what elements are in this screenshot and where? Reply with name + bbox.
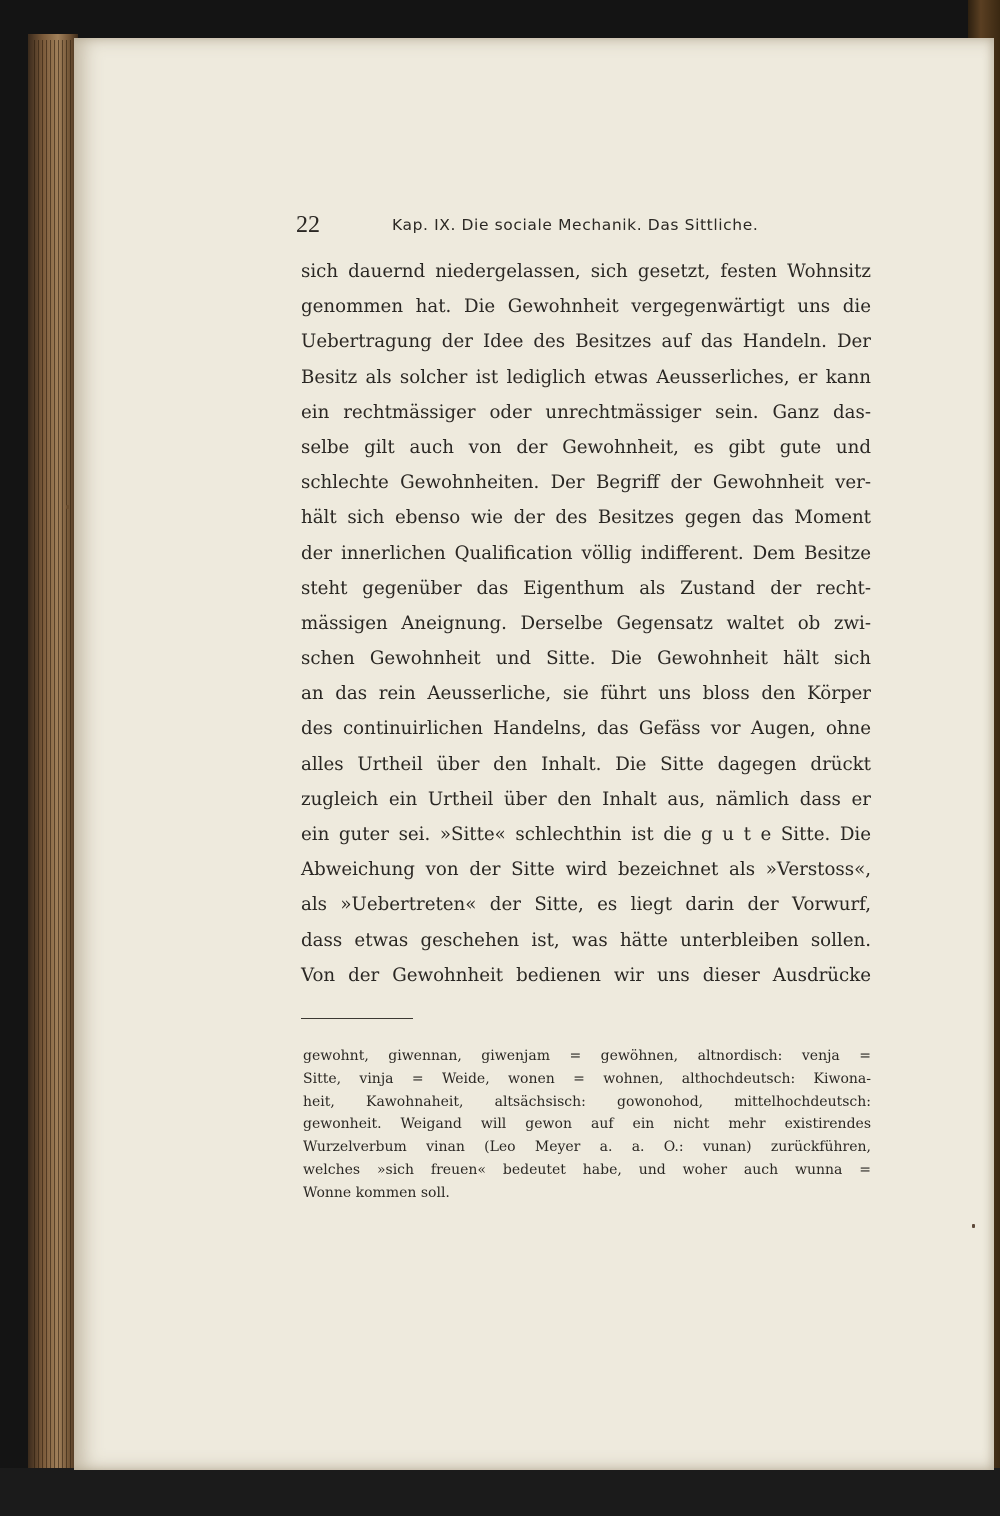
body-line: ein guter sei. »Sitte« schlechthin ist die g u t e Sitte. Die — [301, 824, 871, 845]
body-line: Abweichung von der Sitte wird bezeichnet als »Verstoss«, — [301, 859, 871, 881]
body-line: an das rein Aeusserliche, sie führt uns bloss den Körper — [301, 683, 871, 705]
body-line: selbe gilt auch von der Gewohnheit, es gibt gute und — [301, 436, 871, 458]
body-line: hält sich ebenso wie der des Besitzes gegen das Moment — [301, 507, 871, 529]
footnote-line: Wonne kommen soll. — [303, 1184, 450, 1201]
running-head — [296, 210, 882, 244]
paper-speck — [66, 505, 69, 509]
body-line: Uebertragung der Idee des Besitzes auf das Handeln. Der — [301, 331, 871, 353]
body-line: dass etwas geschehen ist, was hätte unterbleiben sollen. — [301, 929, 871, 951]
body-line: alles Urtheil über den Inhalt. Die Sitte dagegen drückt — [301, 753, 871, 775]
body-text — [301, 254, 871, 993]
page-number: 22 — [296, 212, 320, 238]
page-edge-texture — [34, 40, 74, 1468]
running-head-title: Kap. IX. Die sociale Mechanik. Das Sittliche. — [392, 216, 759, 234]
body-line: Besitz als solcher ist lediglich etwas Aeusserliches, er kann — [301, 366, 871, 388]
paper-speck — [972, 1224, 975, 1228]
footnote — [303, 1045, 871, 1205]
body-line: des continuirlichen Handelns, das Gefäss vor Augen, ohne — [301, 718, 871, 740]
footnote-line: heit, Kawohnaheit, altsächsisch: gowonohod, mittelhochdeutsch: — [303, 1093, 871, 1110]
body-line: Von der Gewohnheit bedienen wir uns dieser Ausdrücke — [301, 964, 871, 986]
footnote-line: gewohnt, giwennan, giwenjam = gewöhnen, altnordisch: venja = — [303, 1048, 871, 1064]
body-line: der innerlichen Qualification völlig indifferent. Dem Besitze — [301, 542, 871, 564]
body-line: schen Gewohnheit und Sitte. Die Gewohnheit hält sich — [301, 648, 871, 670]
scan-background-bottom — [0, 1468, 1000, 1516]
body-line: schlechte Gewohnheiten. Der Begriff der Gewohnheit ver- — [301, 472, 871, 494]
footnote-line: gewonheit. Weigand will gewon auf ein nicht mehr existirendes — [303, 1116, 871, 1133]
body-line: als »Uebertreten« der Sitte, es liegt darin der Vorwurf, — [301, 894, 871, 916]
body-line: zugleich ein Urtheil über den Inhalt aus, nämlich dass er — [301, 788, 871, 810]
footnote-line: Sitte, vinja = Weide, wonen = wohnen, althochdeutsch: Kiwona- — [303, 1070, 871, 1087]
body-line: ein rechtmässiger oder unrechtmässiger sein. Ganz das- — [301, 401, 871, 423]
footnote-line: welches »sich freuen« bedeutet habe, und woher auch wunna = — [303, 1161, 871, 1178]
body-line: sich dauernd niedergelassen, sich gesetzt, festen Wohnsitz — [301, 261, 871, 282]
body-line: steht gegenüber das Eigenthum als Zustand der recht- — [301, 577, 871, 599]
footnote-line: Wurzelverbum vinan (Leo Meyer a. a. O.: vunan) zurückführen, — [303, 1139, 871, 1156]
body-line: mässigen Aneignung. Derselbe Gegensatz waltet ob zwi- — [301, 612, 871, 634]
footnote-rule — [301, 1018, 413, 1019]
body-line: genommen hat. Die Gewohnheit vergegenwärtigt uns die — [301, 296, 871, 318]
